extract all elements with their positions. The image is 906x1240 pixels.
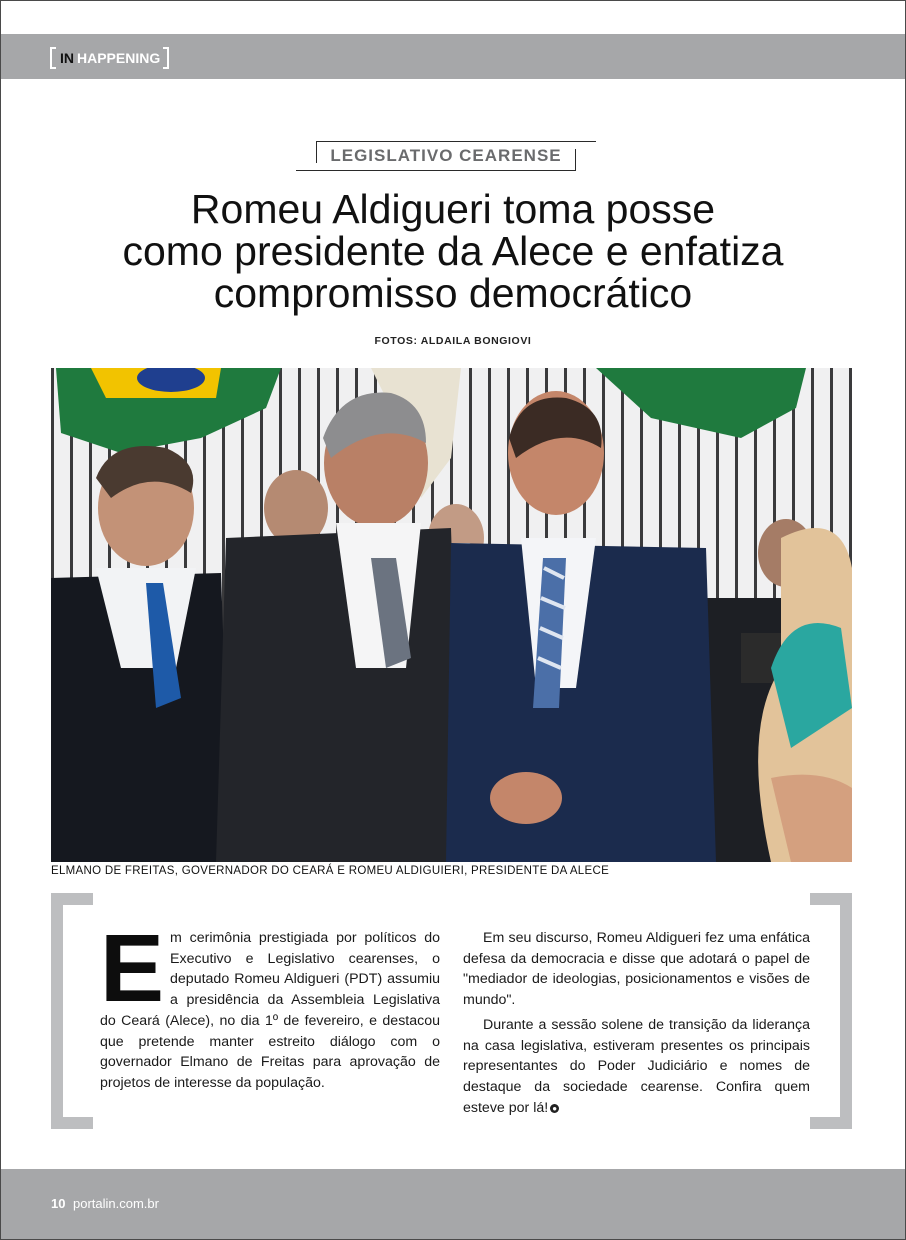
bracket-right-icon xyxy=(163,47,169,69)
body-paragraph-3: Durante a sessão solene de transição da liderança na casa legislativa, estiveram presentes os principais representantes do Poder Judiciário e nomes de destaque da sociedade cearense. Confira quem esteve por lá! xyxy=(463,1016,810,1116)
kicker-text: LEGISLATIVO CEARENSE xyxy=(330,146,562,165)
end-mark-icon: ● xyxy=(550,1104,559,1113)
article-headline xyxy=(60,188,846,314)
body-paragraph-2: Em seu discurso, Romeu Aldigueri fez uma enfática defesa da democracia e disse que adotará o papel de "mediador de ideologias, posicionamentos e visões de mundo". xyxy=(463,930,810,1009)
body-paragraph-1: m cerimônia prestigiada por políticos do Executivo e Legislativo cearenses, o deputado Romeu Aldigueri (PDT) assumiu a presidência da Assembleia Legislativa do Ceará (Alece), no dia 1º de fevereiro, e destacou que pretende manter estreito diálogo com o governador Elmano de Freitas para aprovação de projetos de interesse da população. xyxy=(100,930,440,1091)
section-tag xyxy=(50,46,169,70)
body-column-2 xyxy=(463,928,810,1122)
photo-credit: FOTOS: ALDAILA BONGIOVI xyxy=(374,335,532,347)
photo-caption: ELMANO DE FREITAS, GOVERNADOR DO CEARÁ E ROMEU ALDIGUIERI, PRESIDENTE DA ALECE xyxy=(51,865,610,877)
headline-line-2: como presidente da Alece e enfatiza xyxy=(122,228,784,274)
article-kicker xyxy=(296,141,596,171)
bracket-left-icon xyxy=(50,47,56,69)
section-tag-in: IN xyxy=(60,50,74,66)
page-number: 10 xyxy=(51,1196,66,1211)
section-tag-name: HAPPENING xyxy=(77,50,161,66)
headline-line-3: compromisso democrático xyxy=(213,270,693,316)
footer-site-link[interactable]: portalin.com.br xyxy=(73,1196,159,1211)
headline-line-1: Romeu Aldigueri toma posse xyxy=(190,186,716,232)
drop-cap: E xyxy=(100,915,165,1022)
article-photo xyxy=(51,368,852,862)
body-paragraph-3-wrap xyxy=(463,1015,810,1119)
text-box-bracket-right xyxy=(810,893,852,1129)
text-box-bracket-left xyxy=(51,893,93,1129)
body-column-1 xyxy=(100,915,440,1094)
